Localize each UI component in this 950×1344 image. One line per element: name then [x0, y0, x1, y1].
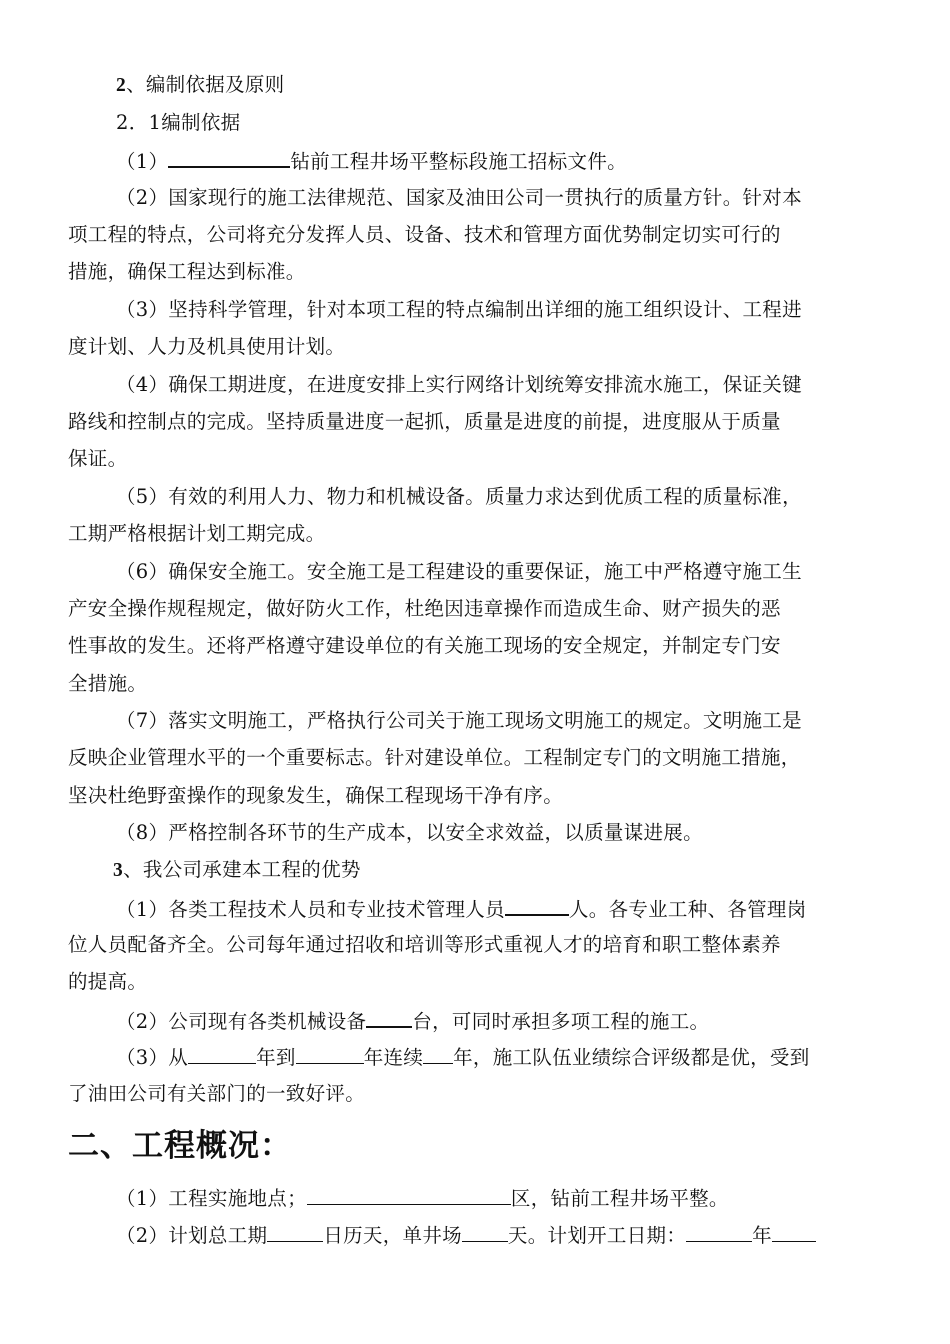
- paragraph-text: 人。各专业工种、各管理岗: [568, 898, 807, 921]
- advantage-paragraph-2-line: [116, 1008, 709, 1034]
- section-title: 、编制依据及原则: [126, 73, 285, 96]
- basis-paragraph-6-line: 产安全操作规程规定，做好防火工作，杜绝因违章操作而造成生命、财产损失的恶: [68, 597, 781, 620]
- basis-paragraph-5-line: 工期严格根据计划工期完成。: [68, 522, 326, 545]
- fill-in-blank: [462, 1223, 508, 1242]
- paragraph-text: （1）各类工程技术人员和专业技术管理人员: [116, 898, 505, 921]
- basis-paragraph-6-line: 全措施。: [68, 672, 148, 695]
- basis-paragraph-6-line: （6）确保安全施工。安全施工是工程建设的重要保证，施工中严格遵守施工生: [116, 560, 802, 583]
- fill-in-blank: [188, 1045, 256, 1064]
- fill-in-blank: [267, 1223, 323, 1242]
- paragraph-text: 日历天，单井场: [323, 1224, 462, 1247]
- paragraph-text: 年连续: [363, 1046, 424, 1069]
- paragraph-text: 区，钻前工程井场平整。: [510, 1187, 729, 1210]
- advantage-paragraph-3-line: [116, 1045, 810, 1070]
- basis-paragraph-6-line: 性事故的发生。还将严格遵守建设单位的有关施工现场的安全规定，并制定专门安: [68, 634, 781, 657]
- basis-paragraph-2-line: （2）国家现行的施工法律规范、国家及油田公司一贯执行的质量方针。针对本: [116, 186, 802, 209]
- overview-paragraph-2: [116, 1223, 816, 1248]
- paragraph-text: （2）计划总工期: [116, 1224, 268, 1247]
- advantage-paragraph-1-line: 位人员配备齐全。公司每年通过招收和培训等形式重视人才的培育和职工整体素养: [68, 933, 781, 956]
- paragraph-text: （2）公司现有各类机械设备: [116, 1010, 367, 1033]
- section-heading-2: [116, 73, 284, 98]
- fill-in-blank: [296, 1045, 364, 1064]
- paragraph-text: 年到: [256, 1046, 296, 1069]
- advantage-paragraph-1-line: [116, 896, 807, 922]
- fill-in-blank: [772, 1223, 816, 1242]
- basis-paragraph-3-line: 度计划、人力及机具使用计划。: [68, 335, 346, 358]
- paragraph-text: 年: [752, 1224, 772, 1247]
- paragraph-text: （1）工程实施地点；: [116, 1187, 307, 1210]
- overview-paragraph-1: [116, 1186, 729, 1211]
- chapter-title: 二、工程概况：: [68, 1128, 292, 1164]
- basis-paragraph-4-line: 保证。: [68, 447, 128, 470]
- section-title: 、我公司承建本工程的优势: [123, 858, 361, 881]
- basis-paragraph-1: [116, 148, 627, 174]
- basis-paragraph-8-line: （8）严格控制各环节的生产成本，以安全求效益，以质量谋进展。: [116, 821, 703, 844]
- advantage-paragraph-3-line: 了油田公司有关部门的一致好评。: [68, 1082, 366, 1105]
- basis-paragraph-2-line: 项工程的特点，公司将充分发挥人员、设备、技术和管理方面优势制定切实可行的: [68, 223, 781, 246]
- paragraph-text: 天。计划开工日期：: [507, 1224, 687, 1247]
- basis-paragraph-7-line: （7）落实文明施工，严格执行公司关于施工现场文明施工的规定。文明施工是: [116, 709, 802, 732]
- fill-in-blank: [366, 1008, 412, 1028]
- basis-paragraph-7-line: 坚决杜绝野蛮操作的现象发生，确保工程现场干净有序。: [68, 784, 564, 807]
- paragraph-text: （3）从: [116, 1046, 189, 1069]
- basis-paragraph-4-line: （4）确保工期进度，在进度安排上实行网络计划统筹安排流水施工，保证关键: [116, 373, 802, 396]
- fill-in-blank: [307, 1186, 511, 1205]
- basis-paragraph-5-line: （5）有效的利用人力、物力和机械设备。质量力求达到优质工程的质量标准，: [116, 485, 802, 508]
- basis-paragraph-2-line: 措施，确保工程达到标准。: [68, 260, 306, 283]
- fill-in-blank: [686, 1223, 752, 1242]
- basis-paragraph-3-line: （3）坚持科学管理，针对本项工程的特点编制出详细的施工组织设计、工程进: [116, 298, 802, 321]
- basis-paragraph-4-line: 路线和控制点的完成。坚持质量进度一起抓，质量是进度的前提，进度服从于质量: [68, 410, 781, 433]
- fill-in-blank: [168, 148, 290, 168]
- fill-in-blank: [423, 1045, 453, 1064]
- paragraph-text: 台，可同时承担多项工程的施工。: [412, 1010, 710, 1033]
- paragraph-text: 钻前工程井场平整标段施工招标文件。: [290, 150, 627, 173]
- section-number: 3: [113, 860, 124, 881]
- section-heading-3: [113, 858, 361, 883]
- fill-in-blank: [505, 896, 569, 916]
- paragraph-label: （1）: [116, 150, 169, 173]
- basis-paragraph-7-line: 反映企业管理水平的一个重要标志。针对建设单位。工程制定专门的文明施工措施，: [68, 746, 801, 769]
- section-number: 2: [116, 75, 127, 96]
- sub-heading-2-1: 2．1编制依据: [116, 111, 241, 134]
- advantage-paragraph-1-line: 的提高。: [68, 970, 148, 993]
- paragraph-text: 年，施工队伍业绩综合评级都是优，受到: [453, 1046, 810, 1069]
